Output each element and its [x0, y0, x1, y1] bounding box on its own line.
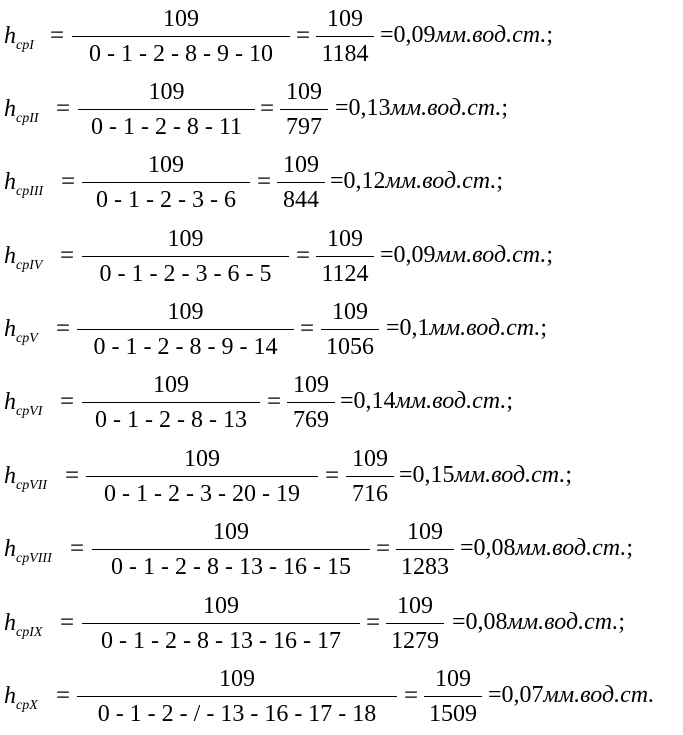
equals-sign: =	[296, 22, 311, 49]
equals-sign: =	[300, 315, 315, 342]
equals-sign: =	[60, 609, 75, 636]
fraction-total: 109 1056	[321, 295, 379, 364]
equals-sign: =	[325, 462, 340, 489]
head-loss-symbol: $h_{срIX}$	[4, 610, 43, 640]
fraction-route: 109 0 - 1 - 2 - 8 - 11	[78, 75, 255, 144]
equation-row	[0, 442, 683, 515]
fraction-total: 109 716	[346, 442, 394, 511]
equals-sign: =	[260, 95, 275, 122]
fraction-total: 109 844	[277, 148, 325, 217]
head-loss-symbol: $h_{срIV}$	[4, 243, 43, 273]
equals-sign: =	[56, 95, 71, 122]
head-loss-symbol: $h_{срVI}$	[4, 389, 43, 419]
equals-sign: =	[60, 242, 75, 269]
equals-sign: =	[267, 388, 282, 415]
equals-sign: =	[56, 315, 71, 342]
head-loss-symbol: $h_{срVII}$	[4, 463, 48, 493]
head-loss-symbol: $h_{срV}$	[4, 316, 38, 346]
fraction-route: 109 0 - 1 - 2 - 8 - 9 - 14	[77, 295, 294, 364]
head-loss-symbol: $h_{срIII}$	[4, 169, 44, 199]
equation-row	[0, 75, 683, 148]
head-loss-symbol: $h_{срII}$	[4, 96, 39, 126]
result-value: =0,09мм.вод.ст.;	[380, 242, 554, 268]
fraction-route: 109 0 - 1 - 2 - 8 - 13	[82, 368, 260, 437]
fraction-total: 109 1509	[424, 662, 482, 731]
equals-sign: =	[296, 242, 311, 269]
result-value: =0,08мм.вод.ст.;	[452, 609, 626, 635]
fraction-route: 109 0 - 1 - 2 - 8 - 13 - 16 - 17	[82, 589, 360, 658]
result-value: =0,09мм.вод.ст.;	[380, 22, 554, 48]
fraction-total: 109 797	[280, 75, 328, 144]
equals-sign: =	[56, 682, 71, 709]
equals-sign: =	[257, 168, 272, 195]
fraction-route: 109 0 - 1 - 2 - 3 - 6	[82, 148, 250, 217]
result-value: =0,1мм.вод.ст.;	[386, 315, 548, 341]
fraction-route: 109 0 - 1 - 2 - / - 13 - 16 - 17 - 18	[77, 662, 397, 731]
equation-row	[0, 295, 683, 368]
result-value: =0,08мм.вод.ст.;	[460, 535, 634, 561]
fraction-total: 109 1279	[386, 589, 444, 658]
equals-sign: =	[70, 535, 85, 562]
equation-row	[0, 662, 683, 735]
fraction-total: 109 1184	[316, 2, 374, 71]
equation-row	[0, 368, 683, 441]
fraction-total: 109 1124	[316, 222, 374, 291]
equation-row	[0, 589, 683, 662]
equals-sign: =	[60, 388, 75, 415]
head-loss-symbol: $h_{срVIII}$	[4, 536, 52, 566]
equation-row	[0, 2, 683, 75]
result-value: =0,12мм.вод.ст.;	[330, 168, 504, 194]
result-value: =0,15мм.вод.ст.;	[399, 462, 573, 488]
equation-row	[0, 222, 683, 295]
head-loss-symbol: $h_{срX}$	[4, 683, 38, 713]
equals-sign: =	[376, 535, 391, 562]
fraction-route: 109 0 - 1 - 2 - 8 - 9 - 10	[72, 2, 290, 71]
fraction-route: 109 0 - 1 - 2 - 8 - 13 - 16 - 15	[92, 515, 370, 584]
equals-sign: =	[50, 22, 65, 49]
result-value: =0,07мм.вод.ст.	[488, 682, 655, 708]
result-value: =0,13мм.вод.ст.;	[335, 95, 509, 121]
equals-sign: =	[61, 168, 76, 195]
fraction-route: 109 0 - 1 - 2 - 3 - 20 - 19	[86, 442, 318, 511]
head-loss-symbol: $h_{срI}$	[4, 23, 34, 53]
result-value: =0,14мм.вод.ст.;	[340, 388, 514, 414]
equals-sign: =	[366, 609, 381, 636]
fraction-total: 109 769	[287, 368, 335, 437]
equation-row	[0, 148, 683, 221]
fraction-total: 109 1283	[396, 515, 454, 584]
fraction-route: 109 0 - 1 - 2 - 3 - 6 - 5	[82, 222, 289, 291]
equals-sign: =	[404, 682, 419, 709]
equation-row	[0, 515, 683, 588]
equals-sign: =	[65, 462, 80, 489]
